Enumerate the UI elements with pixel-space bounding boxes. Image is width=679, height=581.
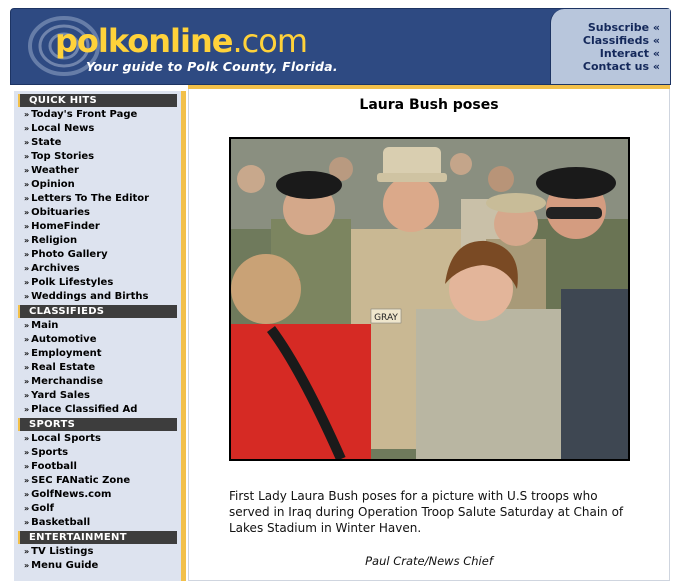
photo-caption: First Lady Laura Bush poses for a picture with U.S troops who served in Iraq during Operation Troop Salute Saturday at Chain of Lakes Stadium in Winter Haven. (229, 489, 624, 535)
sidebar-item-golfnews-com[interactable] (14, 488, 181, 502)
double-chevron-icon: » (24, 363, 29, 372)
sidebar-item-yard-sales[interactable] (14, 389, 181, 403)
double-chevron-icon: » (24, 208, 29, 217)
sidebar-item-main[interactable] (14, 319, 181, 333)
double-chevron-icon: » (24, 166, 29, 175)
sidebar-item-label: Opinion (31, 179, 75, 190)
sidebar-item-label: Today's Front Page (31, 109, 138, 120)
sidebar-item-real-estate[interactable] (14, 361, 181, 375)
article-photo[interactable] (229, 137, 630, 461)
section-header-sports: SPORTS (18, 418, 177, 431)
double-chevron-icon: » (24, 561, 29, 570)
section-header-classifieds: CLASSIFIEDS (18, 305, 177, 318)
sidebar-item-label: Golf (31, 503, 55, 514)
double-chevron-icon: » (24, 547, 29, 556)
double-chevron-icon: » (24, 321, 29, 330)
double-chevron-icon: » (24, 434, 29, 443)
subscribe-link[interactable]: Subscribe « (587, 21, 660, 34)
sidebar-item-place-classified-ad[interactable] (14, 403, 181, 417)
double-chevron-icon: » (24, 250, 29, 259)
sidebar-item-photo-gallery[interactable] (14, 248, 181, 262)
logo-suffix-text: .com (232, 22, 307, 60)
sidebar-item-label: HomeFinder (31, 221, 100, 232)
sidebar-item-label: GolfNews.com (31, 489, 112, 500)
double-chevron-icon: » (24, 405, 29, 414)
double-chevron-icon: » (24, 222, 29, 231)
sidebar-item-label: Archives (31, 263, 80, 274)
site-tagline: Your guide to Polk County, Florida. (86, 59, 338, 74)
sidebar-item-sports[interactable] (14, 446, 181, 460)
sidebar-item-label: Photo Gallery (31, 249, 108, 260)
double-chevron-icon: » (24, 180, 29, 189)
sidebar-item-label: Top Stories (31, 151, 95, 162)
sidebar-item-obituaries[interactable] (14, 206, 181, 220)
double-chevron-icon: » (24, 490, 29, 499)
sidebar-item-label: Letters To The Editor (31, 193, 150, 204)
sidebar-item-label: Menu Guide (31, 560, 99, 571)
double-chevron-icon: » (24, 349, 29, 358)
photo-credit: Paul Crate/News Chief (365, 554, 493, 568)
contact-us-link[interactable]: Contact us « (582, 60, 660, 73)
sidebar-item-football[interactable] (14, 460, 181, 474)
sports-list (14, 432, 181, 530)
sidebar-item-today-s-front-page[interactable] (14, 108, 181, 122)
sidebar-item-polk-lifestyles[interactable] (14, 276, 181, 290)
double-chevron-icon: » (24, 518, 29, 527)
sidebar-item-label: Main (31, 320, 59, 331)
section-header-entertainment: ENTERTAINMENT (18, 531, 177, 544)
sidebar-item-label: Employment (31, 348, 102, 359)
sidebar-item-label: Religion (31, 235, 78, 246)
sidebar-item-label: Merchandise (31, 376, 104, 387)
sidebar-item-automotive[interactable] (14, 333, 181, 347)
sidebar-item-menu-guide[interactable] (14, 559, 181, 573)
photo-illustration (231, 139, 628, 459)
double-chevron-icon: » (24, 504, 29, 513)
uniform-name-tag: GRAY (374, 313, 398, 323)
sidebar-item-label: Football (31, 461, 77, 472)
interact-link[interactable]: Interact « (599, 47, 660, 60)
sidebar-item-weddings-and-births[interactable] (14, 290, 181, 304)
sidebar-item-label: Yard Sales (31, 390, 90, 401)
sidebar-item-religion[interactable] (14, 234, 181, 248)
double-chevron-icon: » (24, 264, 29, 273)
section-header-quick-hits: QUICK HITS (18, 94, 177, 107)
double-chevron-icon: » (24, 476, 29, 485)
sidebar-item-local-sports[interactable] (14, 432, 181, 446)
sidebar-item-label: State (31, 137, 62, 148)
sidebar-item-basketball[interactable] (14, 516, 181, 530)
classifieds-link[interactable]: Classifieds « (582, 34, 660, 47)
sidebar-item-archives[interactable] (14, 262, 181, 276)
sidebar-item-opinion[interactable] (14, 178, 181, 192)
sidebar-item-label: Local News (31, 123, 95, 134)
sidebar-item-label: Polk Lifestyles (31, 277, 114, 288)
double-chevron-icon: » (24, 335, 29, 344)
header-links-panel (550, 9, 670, 84)
article-title: Laura Bush poses (359, 97, 499, 113)
sidebar-item-label: Obituaries (31, 207, 90, 218)
logo-main-text: polkonline (55, 22, 233, 60)
sidebar-item-label: Local Sports (31, 433, 101, 444)
sidebar-item-weather[interactable] (14, 164, 181, 178)
sidebar-item-homefinder[interactable] (14, 220, 181, 234)
double-chevron-icon: » (24, 462, 29, 471)
sidebar-item-label: Real Estate (31, 362, 96, 373)
site-logo[interactable] (55, 23, 307, 59)
sidebar-item-golf[interactable] (14, 502, 181, 516)
double-chevron-icon: » (24, 152, 29, 161)
sidebar-nav (14, 91, 186, 581)
sidebar-item-merchandise[interactable] (14, 375, 181, 389)
site-header (10, 8, 671, 85)
sidebar-item-local-news[interactable] (14, 122, 181, 136)
sidebar-item-state[interactable] (14, 136, 181, 150)
double-chevron-icon: » (24, 110, 29, 119)
double-chevron-icon: » (24, 391, 29, 400)
sidebar-item-tv-listings[interactable] (14, 545, 181, 559)
classifieds-list (14, 319, 181, 417)
sidebar-item-label: Weather (31, 165, 79, 176)
sidebar-item-label: Automotive (31, 334, 97, 345)
double-chevron-icon: » (24, 278, 29, 287)
sidebar-item-label: Basketball (31, 517, 91, 528)
sidebar-item-label: Sports (31, 447, 69, 458)
sidebar-item-sec-fanatic-zone[interactable] (14, 474, 181, 488)
sidebar-item-label: Place Classified Ad (31, 404, 138, 415)
double-chevron-icon: » (24, 292, 29, 301)
sidebar-item-letters-to-the-editor[interactable] (14, 192, 181, 206)
sidebar-item-label: SEC FANatic Zone (31, 475, 131, 486)
sidebar-item-employment[interactable] (14, 347, 181, 361)
sidebar-item-label: Weddings and Births (31, 291, 149, 302)
double-chevron-icon: » (24, 377, 29, 386)
double-chevron-icon: » (24, 124, 29, 133)
double-chevron-icon: » (24, 194, 29, 203)
sidebar-item-top-stories[interactable] (14, 150, 181, 164)
quick-hits-list (14, 108, 181, 304)
double-chevron-icon: » (24, 236, 29, 245)
double-chevron-icon: » (24, 448, 29, 457)
article-panel (188, 89, 670, 581)
double-chevron-icon: » (24, 138, 29, 147)
sidebar-item-label: TV Listings (31, 546, 94, 557)
entertainment-list (14, 545, 181, 573)
